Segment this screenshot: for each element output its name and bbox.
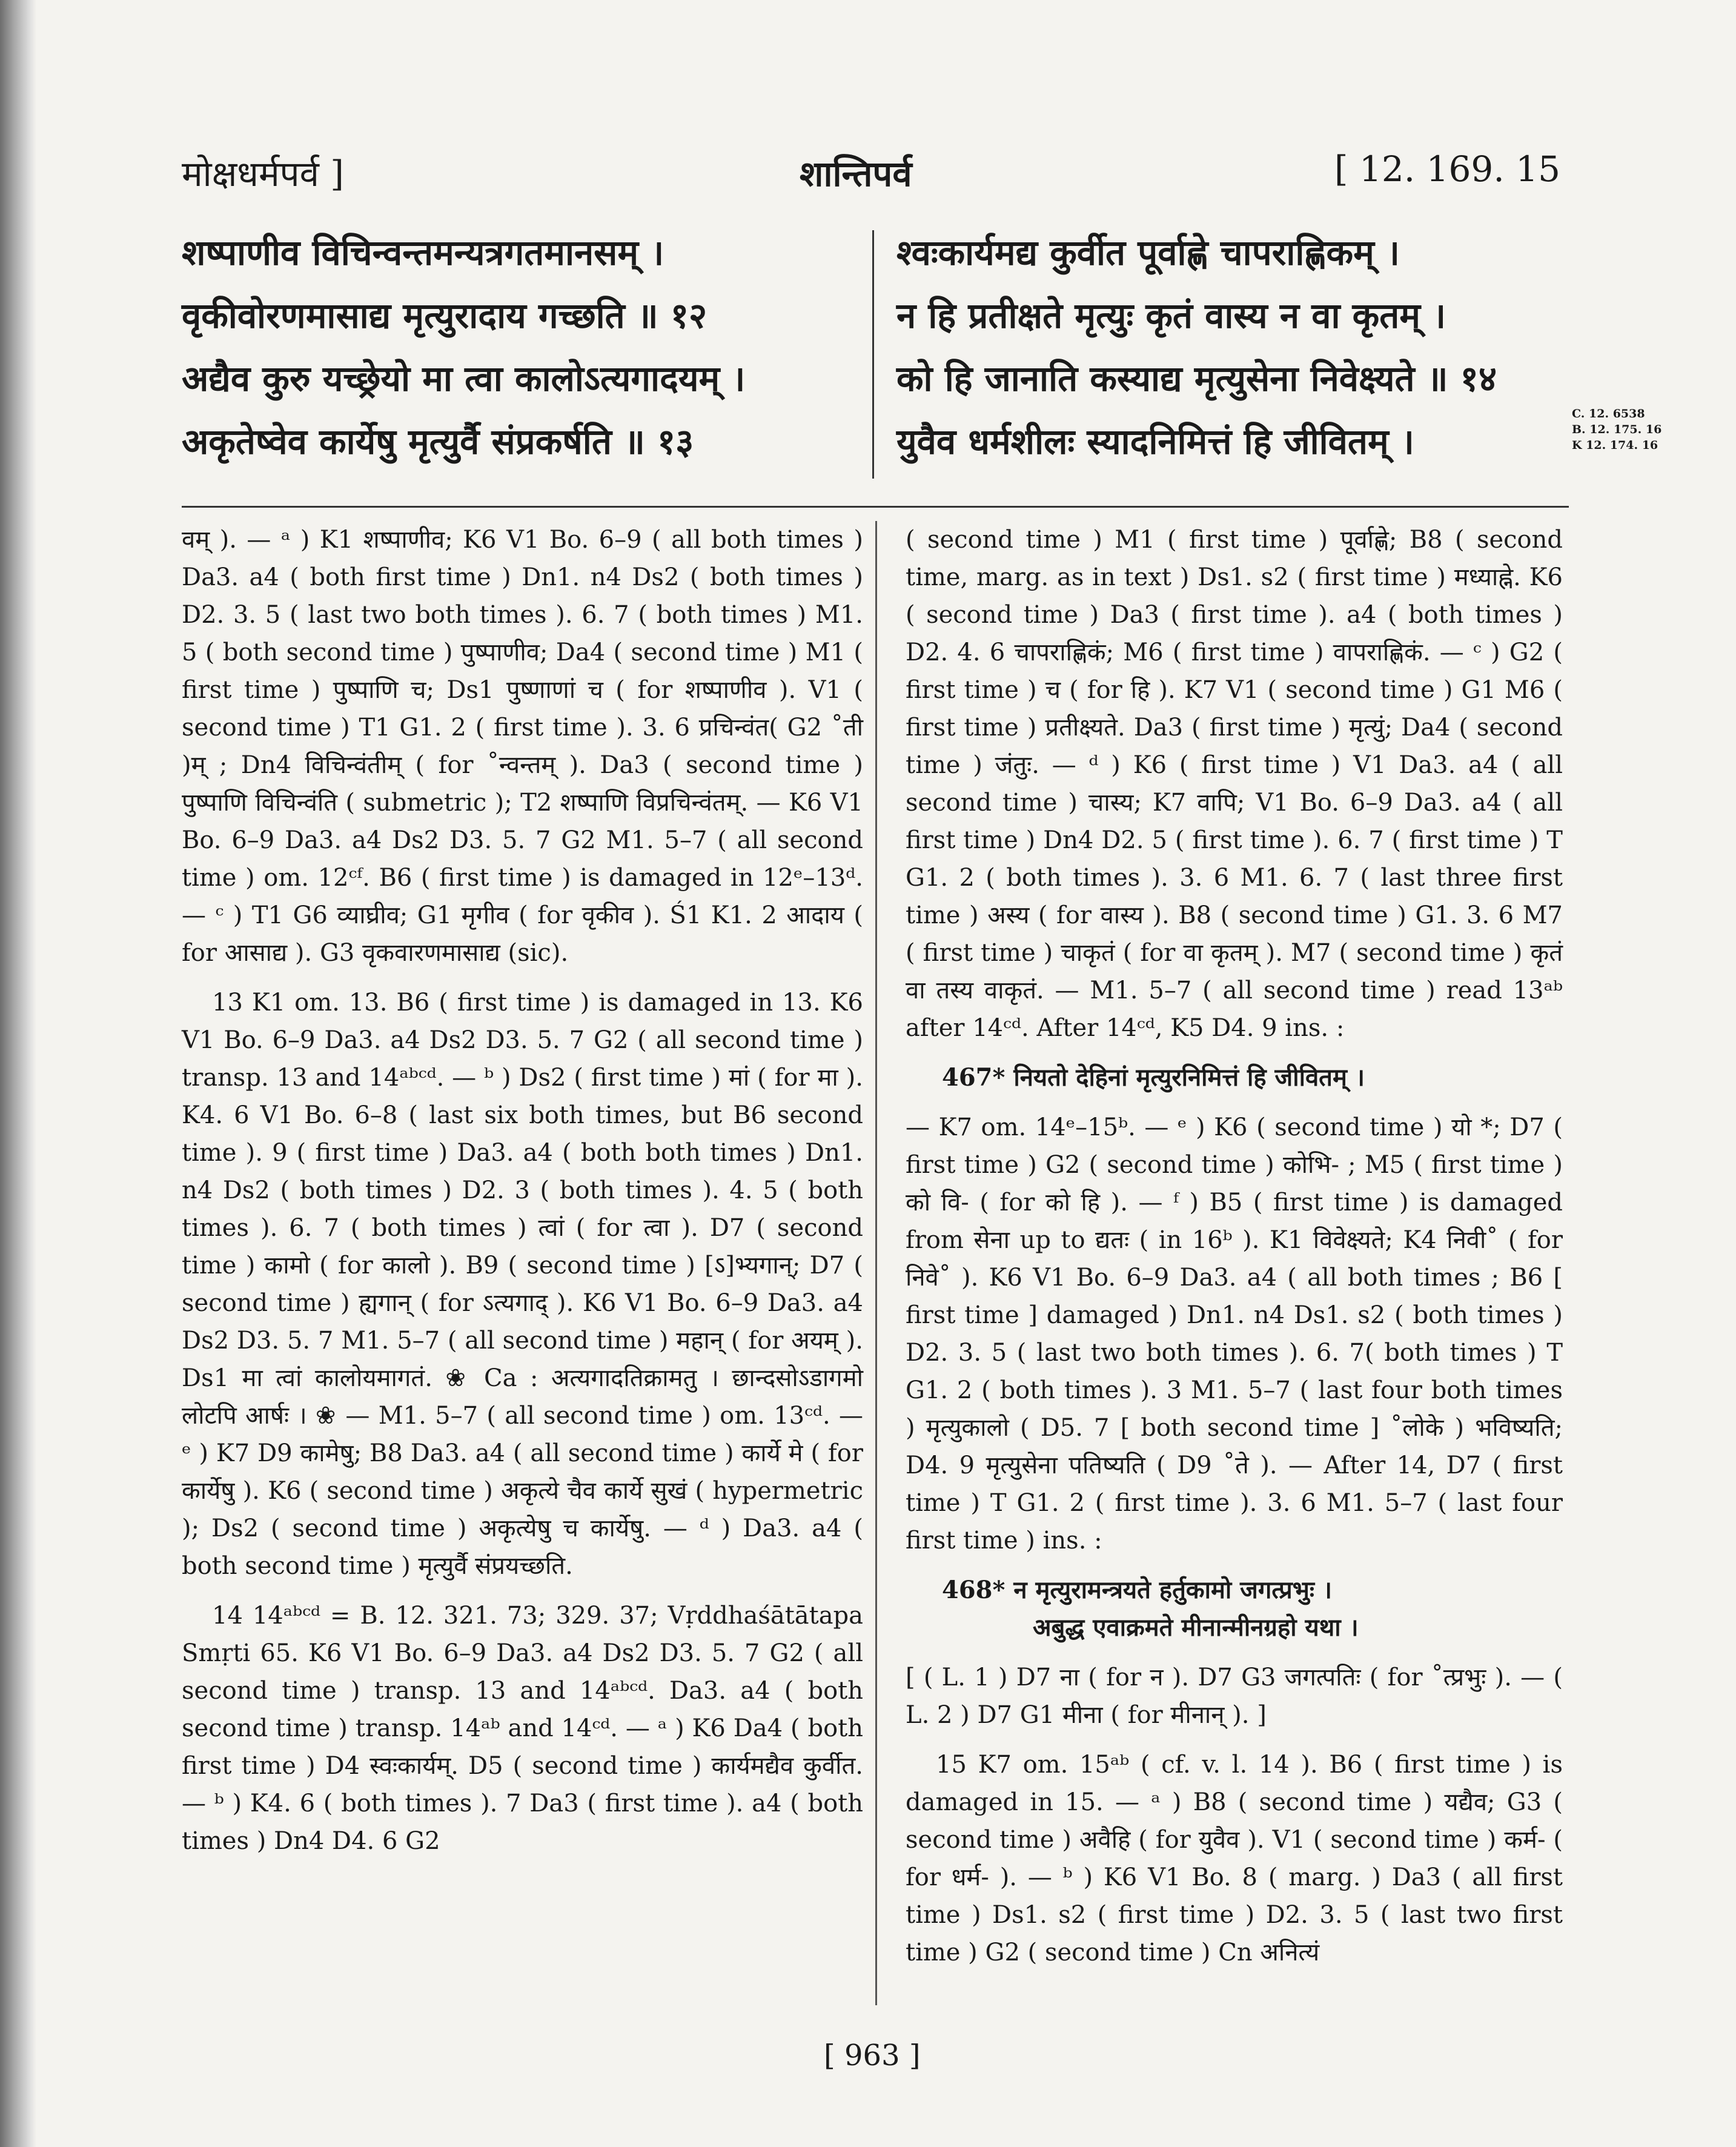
apparatus-right-column xyxy=(906,521,1563,1983)
verse-line: अकृतेष्वेव कार्येषु मृत्युर्वै संप्रकर्षति ॥ १३ xyxy=(182,421,694,462)
passage-line: न मृत्युरामन्त्रयते हर्तुकामो जगत्प्रभुः । xyxy=(1013,1576,1333,1604)
verse-line: न हि प्रतीक्षते मृत्युः कृतं वास्य न वा कृतम् । xyxy=(896,295,1446,336)
crossref-bombay: B. 12. 175. 16 xyxy=(1572,423,1662,436)
running-header-reference: [ 12. 169. 15 xyxy=(1334,148,1560,190)
verse-line: श्वःकार्यमद्य कुर्वीत पूर्वाह्णे चापराह्णिकम् । xyxy=(896,232,1400,273)
passage-line: अबुद्ध एवाक्रमते मीनान्मीनग्रहो यथा । xyxy=(1033,1613,1359,1642)
verse-line: युवैव धर्मशीलः स्यादनिमित्तं हि जीवितम् । xyxy=(896,421,1414,462)
apparatus-paragraph: 14 14ᵃᵇᶜᵈ = B. 12. 321. 73; 329. 37; Vṛddhaśātātapa Smṛti 65. K6 V1 Bo. 6–9 Da3. a4 Ds2 D3. 5. 7 G2 ( all second time ) transp. 13 and 14ᵃᵇᶜᵈ. Da3. a4 ( both second time ) transp. 14ᵃᵇ and 14ᶜᵈ. — ᵃ ) K6 Da4 ( both first time ) D4 स्वःकार्यम्. D5 ( second time ) कार्यमद्यैव कुर्वीत. — ᵇ ) K4. 6 ( both times ). 7 Da3 ( first time ). a4 ( both times ) Dn4 D4. 6 G2 xyxy=(182,1602,863,1855)
apparatus-paragraph: [ ( L. 1 ) D7 ना ( for न ). D7 G3 जगत्पतिः ( for ˚त्प्रभुः ). — ( L. 2 ) D7 G1 मीना ( for मीनान् ). ] xyxy=(906,1664,1563,1729)
column-divider xyxy=(875,521,877,2005)
crossref-kumbhakonam: K 12. 174. 16 xyxy=(1572,439,1658,452)
verse-line: अद्यैव कुरु यच्छ्रेयो मा त्वा कालोऽत्यगादयम् । xyxy=(182,358,746,399)
running-header-title: शान्तिपर्व xyxy=(800,153,912,194)
passage-number: 468* xyxy=(942,1576,1005,1604)
apparatus-paragraph: — K7 om. 14ᵉ–15ᵇ. — ᵉ ) K6 ( second time ) यो *; D7 ( first time ) G2 ( second time ) कोभि- ; M5 ( first time ) को वि- ( for को हि ). — ᶠ ) B5 ( first time ) is damaged from सेना up to द्यतः ( in 16ᵇ ). K1 विवेक्ष्यते; K4 निवी˚ ( for निवे˚ ). K6 V1 Bo. 6–9 Da3. a4 ( all both times ; B6 [ first time ] damaged ) Dn1. n4 Ds1. s2 ( both times ) D2. 3. 5 ( last two both times ). 6. 7( both times ) T G1. 2 ( both times ). 3 M1. 5–7 ( last four both times ) मृत्युकालो ( D5. 7 [ both second time ] ˚लोके ) भविष्यति; D4. 9 मृत्युसेना पतिष्यति ( D9 ˚ते ). — After 14, D7 ( first time ) T G1. 2 ( first time ). 3. 6 M1. 5–7 ( last four first time ) ins. : xyxy=(906,1113,1563,1555)
apparatus-paragraph: वम् ). — ᵃ ) K1 शष्पाणीव; K6 V1 Bo. 6–9 ( all both times ) Da3. a4 ( both first time ) Dn1. n4 Ds2 ( both times ) D2. 3. 5 ( last two both times ). 6. 7 ( both times ) M1. 5 ( both second time ) पुष्पाणीव; Da4 ( second time ) M1 ( first time ) पुष्पाणि च; Ds1 पुष्णाणां च ( for शष्पाणीव ). V1 ( second time ) T1 G1. 2 ( first time ). 3. 6 प्रचिन्वंत( G2 ˚ती )म् ; Dn4 विचिन्वंतीम् ( for ˚न्वन्तम् ). Da3 ( second time ) पुष्पाणि विचिन्वंति ( submetric ); T2 शष्पाणि विप्रचिन्वंतम्. — K6 V1 Bo. 6–9 Da3. a4 Ds2 D3. 5. 7 G2 M1. 5–7 ( all second time ) om. 12ᶜᶠ. B6 ( first time ) is damaged in 12ᵉ–13ᵈ. — ᶜ ) T1 G6 व्याघ्रीव; G1 मृगीव ( for वृकीव ). Ś1 K1. 2 आदाय ( for आसाद्य ). G3 वृकवारणमासाद्य (sic). xyxy=(182,526,863,967)
additional-passage-468 xyxy=(906,1571,1563,1647)
verse-line: को हि जानाति कस्याद्य मृत्युसेना निवेक्ष्यते ॥ १४ xyxy=(896,358,1497,399)
crossref-calcutta: C. 12. 6538 xyxy=(1572,407,1645,420)
verse-block-right xyxy=(896,221,1563,473)
verse-line: वृकीवोरणमासाद्य मृत्युरादाय गच्छति ॥ १२ xyxy=(182,295,707,336)
apparatus-left-column xyxy=(182,521,863,1872)
verse-divider xyxy=(872,230,874,479)
passage-number: 467* xyxy=(942,1063,1005,1092)
verse-block-left xyxy=(182,221,854,473)
section-rule xyxy=(182,506,1569,508)
cross-references xyxy=(1572,406,1661,453)
apparatus-paragraph: ( second time ) M1 ( first time ) पूर्वाह्णे; B8 ( second time, marg. as in text ) Ds1. s2 ( first time ) मध्याह्ने. K6 ( second time ) Da3 ( first time ). a4 ( both times ) D2. 4. 6 चापराह्णिकं; M6 ( first time ) वापराह्णिकं. — ᶜ ) G2 ( first time ) च ( for हि ). K7 V1 ( second time ) G1 M6 ( first time ) प्रतीक्ष्यते. Da3 ( first time ) मृत्युं; Da4 ( second time ) जंतुः. — ᵈ ) K6 ( first time ) V1 Da3. a4 ( all second time ) चास्य; K7 वापि; V1 Bo. 6–9 Da3. a4 ( all first time ) Dn4 D2. 5 ( first time ). 6. 7 ( first time ) T G1. 2 ( both times ). 3. 6 M1. 6. 7 ( last three first time ) अस्य ( for वास्य ). B8 ( second time ) G1. 3. 6 M7 ( first time ) चाकृतं ( for वा कृतम् ). M7 ( second time ) कृतं वा तस्य वाकृतं. — M1. 5–7 ( all second time ) read 13ᵃᵇ after 14ᶜᵈ. After 14ᶜᵈ, K5 D4. 9 ins. : xyxy=(906,526,1563,1042)
additional-passage-467 xyxy=(906,1059,1563,1097)
scan-spine-shadow xyxy=(0,0,36,2147)
verse-line: शष्पाणीव विचिन्वन्तमन्यत्रगतमानसम् । xyxy=(182,232,664,273)
apparatus-paragraph: 15 K7 om. 15ᵃᵇ ( cf. v. l. 14 ). B6 ( first time ) is damaged in 15. — ᵃ ) B8 ( second time ) यद्यैव; G3 ( second time ) अवैहि ( for युवैव ). V1 ( second time ) कर्म- ( for धर्म- ). — ᵇ ) K6 V1 Bo. 8 ( marg. ) Da3 ( all first time ) Ds1. s2 ( first time ) D2. 3. 5 ( last two first time ) G2 ( second time ) Cn अनित्यं xyxy=(906,1751,1563,1966)
passage-line: नियतो देहिनां मृत्युरनिमित्तं हि जीवितम् । xyxy=(1013,1063,1365,1092)
running-header-left: मोक्षधर्मपर्व ] xyxy=(182,153,344,194)
apparatus-paragraph: 13 K1 om. 13. B6 ( first time ) is damaged in 13. K6 V1 Bo. 6–9 Da3. a4 Ds2 D3. 5. 7 G2 ( all second time ) transp. 13 and 14ᵃᵇᶜᵈ. — ᵇ ) Ds2 ( first time ) मां ( for मा ). K4. 6 V1 Bo. 6–8 ( last six both times, but B6 second time ). 9 ( first time ) Da3. a4 ( both both times ) Dn1. n4 Ds2 ( both times ) D2. 3 ( both times ). 4. 5 ( both times ). 6. 7 ( both times ) त्वां ( for त्वा ). D7 ( second time ) कामो ( for कालो ). B9 ( second time ) [ऽ]भ्यगान्; D7 ( second time ) ह्यगान् ( for ऽत्यगाद् ). K6 V1 Bo. 6–9 Da3. a4 Ds2 D3. 5. 7 M1. 5–7 ( all second time ) महान् ( for अयम् ). Ds1 मा त्वां कालोयमागतं. ❀ Ca : अत्यगादतिक्रामतु । छान्दसोऽडागमो लोटपि आर्षः । ❀ — M1. 5–7 ( all second time ) om. 13ᶜᵈ. — ᵉ ) K7 D9 कामेषु; B8 Da3. a4 ( all second time ) कार्ये मे ( for कार्येषु ). K6 ( second time ) अकृत्ये चैव कार्ये सुखं ( hypermetric ); Ds2 ( second time ) अकृत्येषु च कार्येषु. — ᵈ ) Da3. a4 ( both second time ) मृत्युर्वै संप्रयच्छति. xyxy=(182,989,863,1580)
page-number: [ 963 ] xyxy=(824,2039,921,2072)
